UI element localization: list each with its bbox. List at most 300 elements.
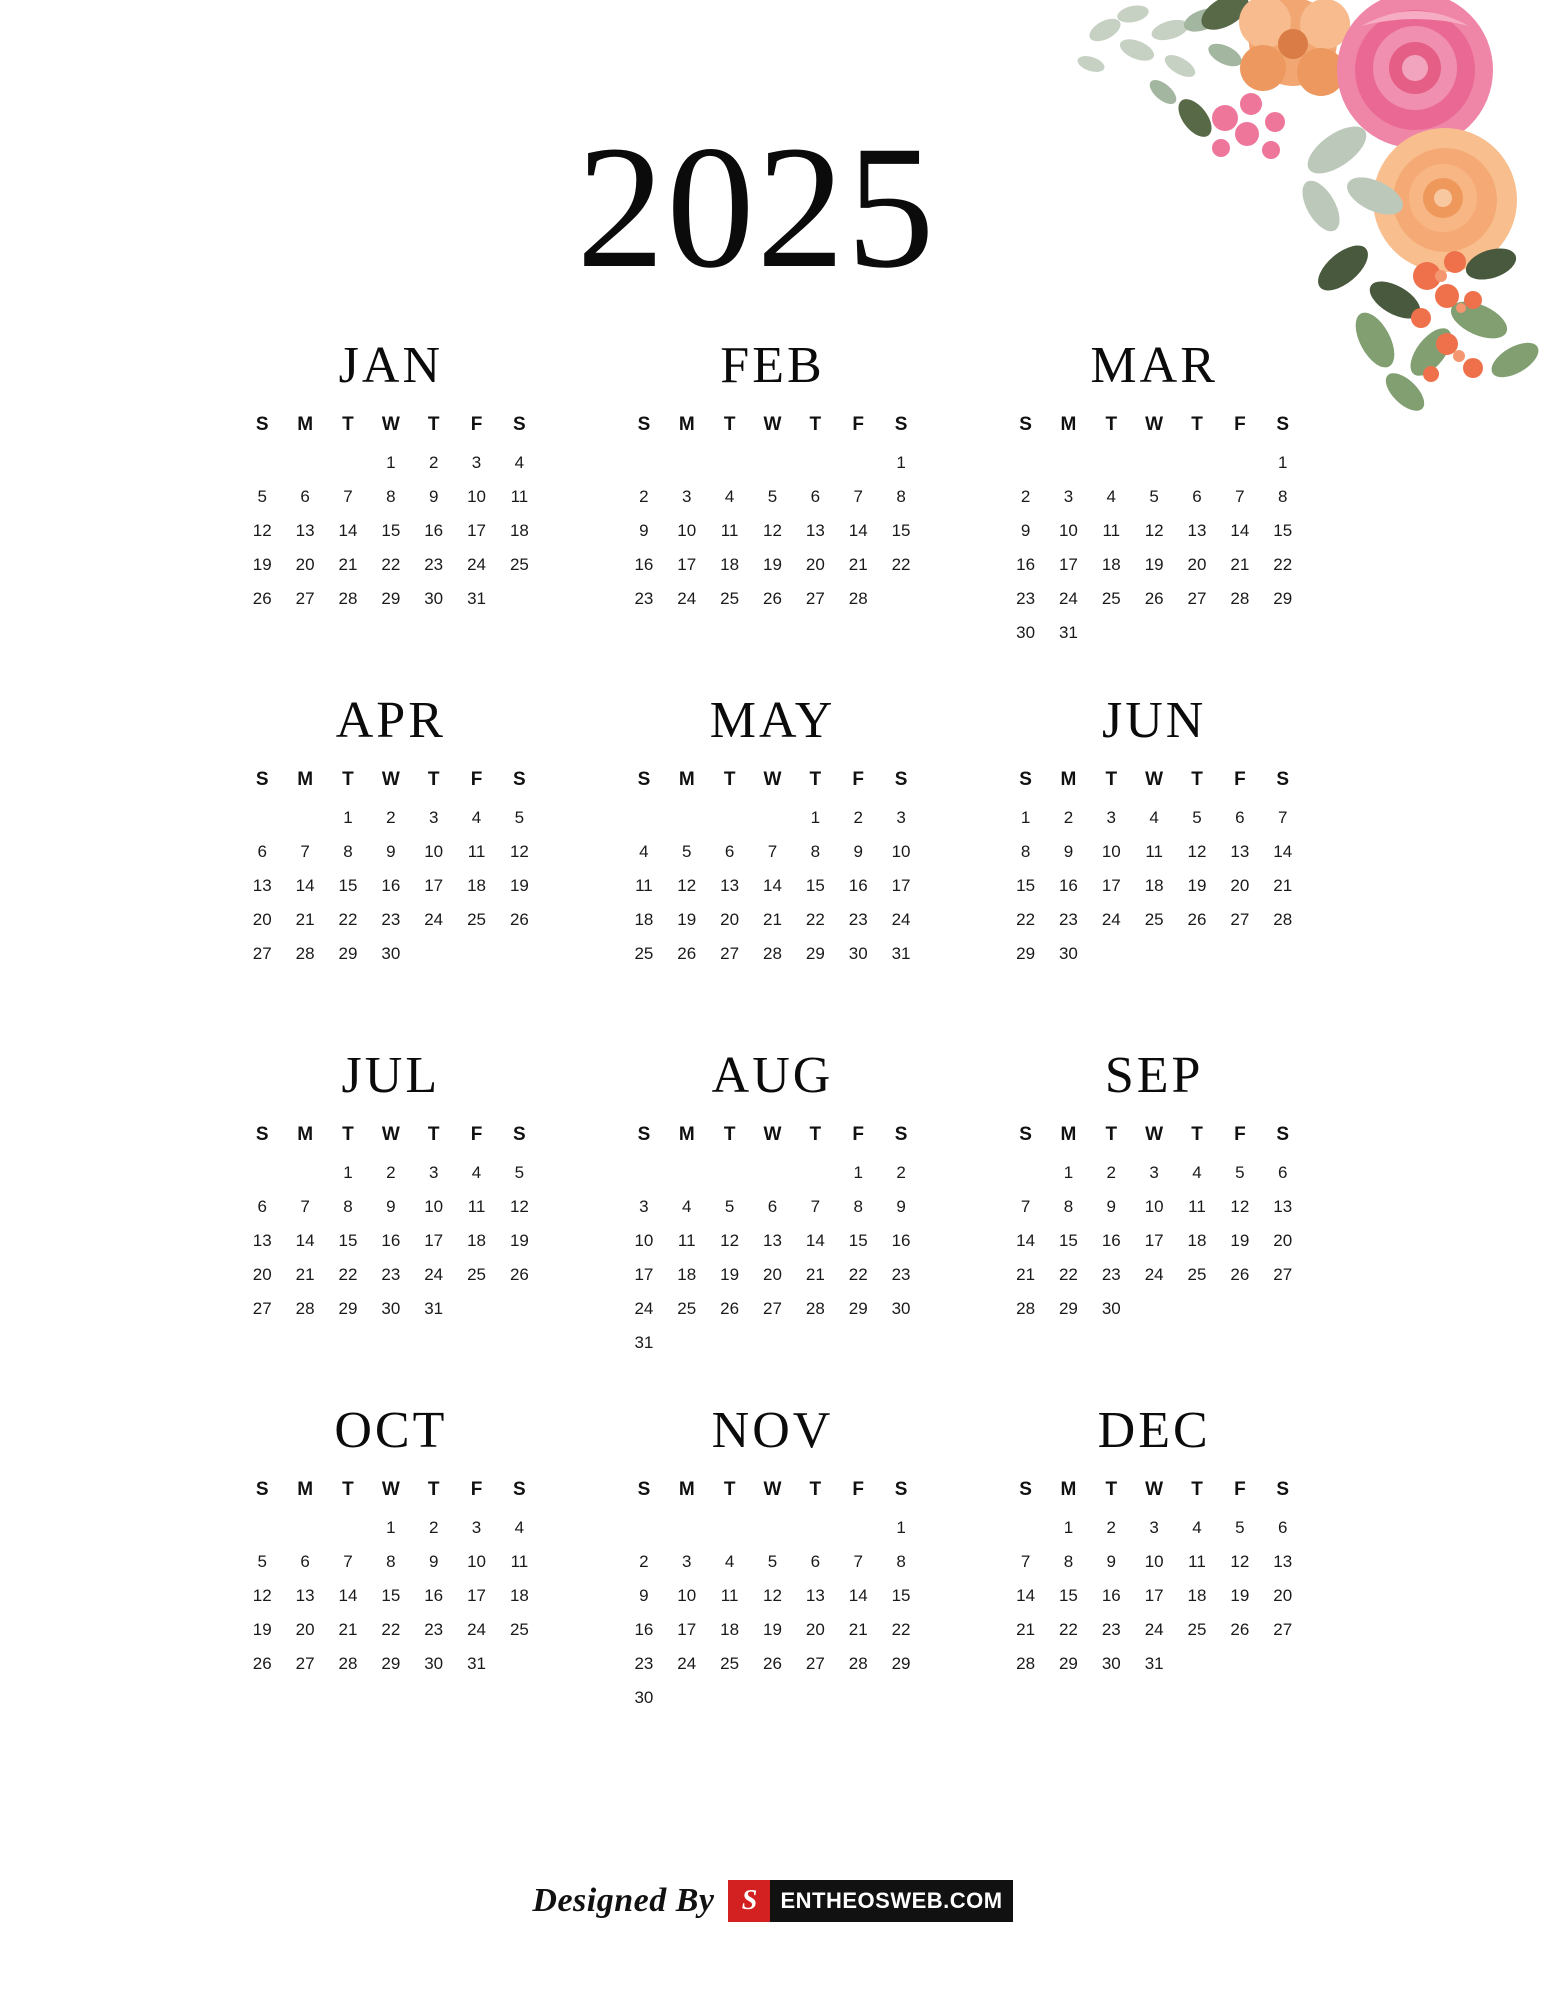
day-cell[interactable]: 25 (467, 1265, 486, 1284)
day-cell[interactable]: 4 (1192, 1163, 1202, 1182)
day-cell[interactable]: 3 (1149, 1518, 1159, 1537)
day-cell[interactable]: 26 (1187, 910, 1207, 929)
day-cell[interactable]: 7 (767, 842, 778, 861)
day-cell[interactable]: 14 (1230, 521, 1250, 540)
day-cell[interactable]: 9 (1063, 842, 1074, 861)
day-cell[interactable]: 8 (1063, 1197, 1074, 1216)
day-cell[interactable]: 13 (805, 1586, 825, 1605)
day-cell[interactable]: 26 (763, 1654, 782, 1673)
day-cell[interactable]: 11 (1102, 521, 1121, 540)
day-cell[interactable]: 14 (805, 1231, 825, 1250)
day-cell[interactable]: 22 (1016, 910, 1036, 929)
day-cell[interactable]: 17 (677, 1620, 697, 1639)
day-cell[interactable]: 26 (509, 1265, 529, 1284)
day-cell[interactable]: 24 (424, 910, 444, 929)
day-cell[interactable]: 30 (891, 1299, 911, 1318)
day-cell[interactable]: 31 (467, 1654, 486, 1673)
day-cell[interactable]: 15 (338, 876, 358, 895)
day-cell[interactable]: 6 (257, 1197, 267, 1216)
day-cell[interactable]: 16 (381, 1231, 401, 1250)
day-cell[interactable]: 17 (1101, 876, 1121, 895)
day-cell[interactable]: 11 (510, 487, 529, 506)
day-cell[interactable]: 9 (386, 1197, 396, 1216)
day-cell[interactable]: 30 (1016, 623, 1036, 642)
day-cell[interactable]: 18 (1187, 1231, 1207, 1250)
day-cell[interactable]: 18 (1144, 876, 1164, 895)
day-cell[interactable]: 20 (720, 910, 740, 929)
day-cell[interactable]: 29 (338, 1299, 358, 1318)
day-cell[interactable]: 1 (896, 453, 906, 472)
day-cell[interactable]: 20 (252, 910, 272, 929)
day-cell[interactable]: 22 (381, 1620, 401, 1639)
day-cell[interactable]: 3 (682, 487, 692, 506)
day-cell[interactable]: 16 (1016, 555, 1036, 574)
day-cell[interactable]: 4 (471, 808, 482, 827)
day-cell[interactable]: 17 (1058, 555, 1078, 574)
day-cell[interactable]: 1 (386, 1518, 396, 1537)
day-cell[interactable]: 12 (763, 521, 782, 540)
day-cell[interactable]: 5 (257, 487, 267, 506)
day-cell[interactable]: 24 (467, 555, 486, 574)
day-cell[interactable]: 15 (1058, 1586, 1078, 1605)
day-cell[interactable]: 21 (295, 1265, 315, 1284)
day-cell[interactable]: 17 (424, 876, 444, 895)
brand-badge[interactable] (728, 1880, 1012, 1922)
day-cell[interactable]: 7 (300, 842, 310, 861)
day-cell[interactable]: 13 (252, 876, 272, 895)
day-cell[interactable]: 23 (1101, 1265, 1121, 1284)
day-cell[interactable]: 13 (295, 1586, 315, 1605)
day-cell[interactable]: 16 (424, 1586, 444, 1605)
day-cell[interactable]: 14 (295, 1231, 315, 1250)
day-cell[interactable]: 1 (1277, 453, 1288, 472)
day-cell[interactable]: 22 (338, 910, 358, 929)
day-cell[interactable]: 5 (514, 1163, 525, 1182)
day-cell[interactable]: 15 (1016, 876, 1036, 895)
day-cell[interactable]: 19 (1144, 555, 1164, 574)
day-cell[interactable]: 2 (428, 1518, 439, 1537)
day-cell[interactable]: 3 (428, 808, 439, 827)
day-cell[interactable]: 27 (252, 944, 272, 963)
day-cell[interactable]: 26 (252, 1654, 272, 1673)
day-cell[interactable]: 10 (891, 842, 911, 861)
day-cell[interactable]: 10 (1058, 521, 1078, 540)
day-cell[interactable]: 16 (381, 876, 401, 895)
day-cell[interactable]: 16 (634, 555, 654, 574)
day-cell[interactable]: 10 (634, 1231, 654, 1250)
day-cell[interactable]: 23 (1101, 1620, 1121, 1639)
day-cell[interactable]: 14 (848, 1586, 868, 1605)
day-cell[interactable]: 24 (1144, 1265, 1164, 1284)
day-cell[interactable]: 1 (1020, 808, 1031, 827)
day-cell[interactable]: 15 (381, 521, 401, 540)
day-cell[interactable]: 10 (1144, 1552, 1164, 1571)
day-cell[interactable]: 11 (510, 1552, 529, 1571)
day-cell[interactable]: 24 (891, 910, 911, 929)
day-cell[interactable]: 20 (805, 1620, 825, 1639)
day-cell[interactable]: 8 (810, 842, 821, 861)
day-cell[interactable]: 20 (805, 555, 825, 574)
day-cell[interactable]: 27 (720, 944, 740, 963)
day-cell[interactable]: 11 (1188, 1552, 1206, 1571)
day-cell[interactable]: 28 (1273, 910, 1293, 929)
day-cell[interactable]: 29 (381, 1654, 401, 1673)
day-cell[interactable]: 1 (896, 1518, 906, 1537)
day-cell[interactable]: 4 (724, 1552, 735, 1571)
day-cell[interactable]: 24 (467, 1620, 486, 1639)
day-cell[interactable]: 28 (295, 944, 315, 963)
day-cell[interactable]: 22 (1273, 555, 1293, 574)
day-cell[interactable]: 30 (1101, 1654, 1121, 1673)
day-cell[interactable]: 25 (1187, 1265, 1207, 1284)
day-cell[interactable]: 6 (1235, 808, 1245, 827)
day-cell[interactable]: 3 (639, 1197, 649, 1216)
day-cell[interactable]: 19 (1230, 1586, 1250, 1605)
day-cell[interactable]: 28 (763, 944, 782, 963)
day-cell[interactable]: 15 (848, 1231, 868, 1250)
day-cell[interactable]: 25 (677, 1299, 697, 1318)
day-cell[interactable]: 13 (1273, 1552, 1293, 1571)
day-cell[interactable]: 6 (300, 1552, 310, 1571)
day-cell[interactable]: 1 (386, 453, 396, 472)
day-cell[interactable]: 21 (805, 1265, 825, 1284)
day-cell[interactable]: 11 (467, 1197, 486, 1216)
day-cell[interactable]: 4 (471, 1163, 482, 1182)
day-cell[interactable]: 9 (853, 842, 863, 861)
day-cell[interactable]: 16 (1058, 876, 1078, 895)
day-cell[interactable]: 23 (848, 910, 868, 929)
day-cell[interactable]: 21 (763, 910, 782, 929)
day-cell[interactable]: 13 (763, 1231, 782, 1250)
day-cell[interactable]: 20 (1273, 1586, 1293, 1605)
day-cell[interactable]: 31 (1144, 1654, 1164, 1673)
day-cell[interactable]: 27 (295, 1654, 315, 1673)
day-cell[interactable]: 18 (509, 521, 529, 540)
day-cell[interactable]: 10 (1144, 1197, 1164, 1216)
day-cell[interactable]: 22 (1058, 1265, 1078, 1284)
day-cell[interactable]: 25 (467, 910, 486, 929)
day-cell[interactable]: 2 (853, 808, 863, 827)
day-cell[interactable]: 10 (677, 521, 697, 540)
day-cell[interactable]: 9 (428, 1552, 439, 1571)
day-cell[interactable]: 21 (848, 1620, 868, 1639)
day-cell[interactable]: 9 (639, 1586, 649, 1605)
day-cell[interactable]: 18 (634, 910, 654, 929)
day-cell[interactable]: 4 (1106, 487, 1117, 506)
day-cell[interactable]: 27 (295, 589, 315, 608)
day-cell[interactable]: 21 (338, 1620, 358, 1639)
day-cell[interactable]: 6 (810, 487, 821, 506)
day-cell[interactable]: 8 (386, 1552, 396, 1571)
day-cell[interactable]: 24 (424, 1265, 444, 1284)
day-cell[interactable]: 14 (1016, 1231, 1036, 1250)
day-cell[interactable]: 22 (1058, 1620, 1078, 1639)
day-cell[interactable]: 13 (805, 521, 825, 540)
day-cell[interactable]: 8 (1020, 842, 1031, 861)
day-cell[interactable]: 3 (1149, 1163, 1159, 1182)
day-cell[interactable]: 14 (295, 876, 315, 895)
day-cell[interactable]: 30 (1101, 1299, 1121, 1318)
day-cell[interactable]: 20 (1187, 555, 1207, 574)
day-cell[interactable]: 1 (1063, 1163, 1074, 1182)
day-cell[interactable]: 17 (891, 876, 911, 895)
day-cell[interactable]: 24 (1058, 589, 1078, 608)
day-cell[interactable]: 28 (1230, 589, 1250, 608)
day-cell[interactable]: 18 (509, 1586, 529, 1605)
day-cell[interactable]: 6 (1192, 487, 1202, 506)
day-cell[interactable]: 19 (252, 555, 272, 574)
day-cell[interactable]: 20 (1230, 876, 1250, 895)
day-cell[interactable]: 25 (509, 1620, 529, 1639)
day-cell[interactable]: 26 (1144, 589, 1164, 608)
day-cell[interactable]: 15 (381, 1586, 401, 1605)
day-cell[interactable]: 18 (677, 1265, 697, 1284)
day-cell[interactable]: 24 (677, 589, 697, 608)
day-cell[interactable]: 19 (1187, 876, 1207, 895)
day-cell[interactable]: 29 (1058, 1654, 1078, 1673)
day-cell[interactable]: 22 (891, 1620, 911, 1639)
day-cell[interactable]: 25 (1187, 1620, 1207, 1639)
day-cell[interactable]: 25 (720, 1654, 740, 1673)
day-cell[interactable]: 13 (252, 1231, 272, 1250)
day-cell[interactable]: 26 (677, 944, 697, 963)
day-cell[interactable]: 17 (467, 521, 486, 540)
day-cell[interactable]: 15 (891, 1586, 911, 1605)
day-cell[interactable]: 11 (720, 1586, 739, 1605)
day-cell[interactable]: 13 (720, 876, 740, 895)
day-cell[interactable]: 7 (1020, 1552, 1031, 1571)
day-cell[interactable]: 3 (1106, 808, 1117, 827)
day-cell[interactable]: 12 (252, 1586, 272, 1605)
day-cell[interactable]: 4 (1192, 1518, 1202, 1537)
day-cell[interactable]: 2 (639, 1552, 649, 1571)
day-cell[interactable]: 22 (338, 1265, 358, 1284)
day-cell[interactable]: 2 (896, 1163, 906, 1182)
day-cell[interactable]: 14 (848, 521, 868, 540)
day-cell[interactable]: 11 (677, 1231, 696, 1250)
day-cell[interactable]: 1 (1063, 1518, 1074, 1537)
day-cell[interactable]: 20 (252, 1265, 272, 1284)
day-cell[interactable]: 27 (1273, 1265, 1293, 1284)
day-cell[interactable]: 1 (343, 1163, 353, 1182)
day-cell[interactable]: 17 (677, 555, 697, 574)
day-cell[interactable]: 16 (634, 1620, 654, 1639)
day-cell[interactable]: 14 (763, 876, 782, 895)
day-cell[interactable]: 26 (1230, 1265, 1250, 1284)
day-cell[interactable]: 20 (295, 1620, 315, 1639)
day-cell[interactable]: 12 (677, 876, 697, 895)
day-cell[interactable]: 18 (1187, 1586, 1207, 1605)
day-cell[interactable]: 11 (720, 521, 739, 540)
day-cell[interactable]: 26 (720, 1299, 740, 1318)
day-cell[interactable]: 9 (386, 842, 396, 861)
day-cell[interactable]: 6 (300, 487, 310, 506)
day-cell[interactable]: 1 (343, 808, 353, 827)
day-cell[interactable]: 15 (1058, 1231, 1078, 1250)
day-cell[interactable]: 2 (386, 808, 396, 827)
day-cell[interactable]: 10 (424, 1197, 444, 1216)
day-cell[interactable]: 9 (428, 487, 439, 506)
day-cell[interactable]: 10 (467, 487, 486, 506)
day-cell[interactable]: 21 (848, 555, 868, 574)
day-cell[interactable]: 31 (634, 1333, 654, 1352)
day-cell[interactable]: 14 (338, 1586, 358, 1605)
day-cell[interactable]: 16 (848, 876, 868, 895)
day-cell[interactable]: 14 (338, 521, 358, 540)
day-cell[interactable]: 18 (1101, 555, 1121, 574)
day-cell[interactable]: 19 (509, 1231, 529, 1250)
day-cell[interactable]: 22 (891, 555, 911, 574)
day-cell[interactable]: 1 (810, 808, 821, 827)
day-cell[interactable]: 22 (381, 555, 401, 574)
day-cell[interactable]: 17 (1144, 1586, 1164, 1605)
day-cell[interactable]: 29 (381, 589, 401, 608)
day-cell[interactable]: 27 (1187, 589, 1207, 608)
day-cell[interactable]: 4 (682, 1197, 692, 1216)
day-cell[interactable]: 2 (1106, 1518, 1117, 1537)
day-cell[interactable]: 19 (509, 876, 529, 895)
day-cell[interactable]: 5 (1235, 1163, 1245, 1182)
day-cell[interactable]: 25 (634, 944, 654, 963)
day-cell[interactable]: 29 (1058, 1299, 1078, 1318)
day-cell[interactable]: 28 (848, 589, 868, 608)
day-cell[interactable]: 19 (763, 1620, 782, 1639)
day-cell[interactable]: 11 (1188, 1197, 1206, 1216)
day-cell[interactable]: 22 (805, 910, 825, 929)
day-cell[interactable]: 23 (1016, 589, 1036, 608)
day-cell[interactable]: 1 (853, 1163, 863, 1182)
day-cell[interactable]: 5 (682, 842, 692, 861)
day-cell[interactable]: 14 (1016, 1586, 1036, 1605)
day-cell[interactable]: 7 (1277, 808, 1288, 827)
day-cell[interactable]: 5 (1235, 1518, 1245, 1537)
day-cell[interactable]: 17 (1144, 1231, 1164, 1250)
day-cell[interactable]: 2 (1020, 487, 1031, 506)
day-cell[interactable]: 30 (381, 1299, 401, 1318)
day-cell[interactable]: 3 (682, 1552, 692, 1571)
day-cell[interactable]: 26 (1230, 1620, 1250, 1639)
day-cell[interactable]: 16 (424, 521, 444, 540)
day-cell[interactable]: 19 (252, 1620, 272, 1639)
day-cell[interactable]: 24 (677, 1654, 697, 1673)
day-cell[interactable]: 3 (471, 1518, 482, 1537)
day-cell[interactable]: 27 (805, 1654, 825, 1673)
day-cell[interactable]: 27 (763, 1299, 782, 1318)
day-cell[interactable]: 31 (891, 944, 911, 963)
day-cell[interactable]: 7 (810, 1197, 821, 1216)
day-cell[interactable]: 13 (1230, 842, 1250, 861)
day-cell[interactable]: 23 (381, 910, 401, 929)
day-cell[interactable]: 11 (467, 842, 486, 861)
day-cell[interactable]: 27 (1273, 1620, 1293, 1639)
day-cell[interactable]: 19 (1230, 1231, 1250, 1250)
day-cell[interactable]: 21 (338, 555, 358, 574)
day-cell[interactable]: 9 (896, 1197, 906, 1216)
day-cell[interactable]: 2 (1106, 1163, 1117, 1182)
day-cell[interactable]: 4 (639, 842, 649, 861)
day-cell[interactable]: 25 (1101, 589, 1121, 608)
day-cell[interactable]: 13 (295, 521, 315, 540)
day-cell[interactable]: 12 (1230, 1197, 1250, 1216)
day-cell[interactable]: 28 (805, 1299, 825, 1318)
day-cell[interactable]: 28 (1016, 1654, 1036, 1673)
day-cell[interactable]: 6 (1277, 1163, 1288, 1182)
day-cell[interactable]: 21 (1016, 1265, 1036, 1284)
day-cell[interactable]: 28 (338, 589, 358, 608)
day-cell[interactable]: 26 (252, 589, 272, 608)
day-cell[interactable]: 9 (1106, 1552, 1117, 1571)
day-cell[interactable]: 10 (467, 1552, 486, 1571)
day-cell[interactable]: 7 (853, 1552, 863, 1571)
day-cell[interactable]: 24 (634, 1299, 654, 1318)
day-cell[interactable]: 21 (1016, 1620, 1036, 1639)
day-cell[interactable]: 29 (1016, 944, 1036, 963)
day-cell[interactable]: 23 (891, 1265, 911, 1284)
day-cell[interactable]: 19 (677, 910, 697, 929)
day-cell[interactable]: 23 (424, 1620, 444, 1639)
day-cell[interactable]: 28 (1016, 1299, 1036, 1318)
day-cell[interactable]: 30 (848, 944, 868, 963)
day-cell[interactable]: 30 (1058, 944, 1078, 963)
day-cell[interactable]: 8 (853, 1197, 863, 1216)
day-cell[interactable]: 27 (252, 1299, 272, 1318)
day-cell[interactable]: 25 (509, 555, 529, 574)
day-cell[interactable]: 10 (424, 842, 444, 861)
day-cell[interactable]: 20 (295, 555, 315, 574)
day-cell[interactable]: 5 (1149, 487, 1159, 506)
day-cell[interactable]: 12 (1144, 521, 1164, 540)
day-cell[interactable]: 23 (381, 1265, 401, 1284)
day-cell[interactable]: 29 (1273, 589, 1293, 608)
day-cell[interactable]: 7 (853, 487, 863, 506)
day-cell[interactable]: 12 (509, 842, 529, 861)
day-cell[interactable]: 13 (1187, 521, 1207, 540)
day-cell[interactable]: 9 (639, 521, 649, 540)
day-cell[interactable]: 3 (471, 453, 482, 472)
day-cell[interactable]: 10 (1101, 842, 1121, 861)
day-cell[interactable]: 2 (639, 487, 649, 506)
day-cell[interactable]: 7 (1020, 1197, 1031, 1216)
day-cell[interactable]: 12 (509, 1197, 529, 1216)
day-cell[interactable]: 17 (467, 1586, 486, 1605)
day-cell[interactable]: 8 (1063, 1552, 1074, 1571)
day-cell[interactable]: 9 (1106, 1197, 1117, 1216)
day-cell[interactable]: 7 (343, 1552, 353, 1571)
day-cell[interactable]: 5 (767, 1552, 778, 1571)
day-cell[interactable]: 29 (848, 1299, 868, 1318)
day-cell[interactable]: 17 (634, 1265, 654, 1284)
day-cell[interactable]: 16 (1101, 1586, 1121, 1605)
day-cell[interactable]: 20 (763, 1265, 782, 1284)
day-cell[interactable]: 8 (343, 842, 353, 861)
day-cell[interactable]: 8 (896, 487, 906, 506)
day-cell[interactable]: 16 (1101, 1231, 1121, 1250)
day-cell[interactable]: 6 (1277, 1518, 1288, 1537)
day-cell[interactable]: 10 (677, 1586, 697, 1605)
day-cell[interactable]: 6 (810, 1552, 821, 1571)
day-cell[interactable]: 2 (386, 1163, 396, 1182)
day-cell[interactable]: 15 (338, 1231, 358, 1250)
day-cell[interactable]: 31 (424, 1299, 444, 1318)
day-cell[interactable]: 4 (1149, 808, 1159, 827)
day-cell[interactable]: 2 (1063, 808, 1074, 827)
day-cell[interactable]: 23 (424, 555, 444, 574)
day-cell[interactable]: 21 (1273, 876, 1293, 895)
day-cell[interactable]: 6 (724, 842, 735, 861)
day-cell[interactable]: 9 (1020, 521, 1031, 540)
day-cell[interactable]: 21 (295, 910, 315, 929)
day-cell[interactable]: 12 (763, 1586, 782, 1605)
